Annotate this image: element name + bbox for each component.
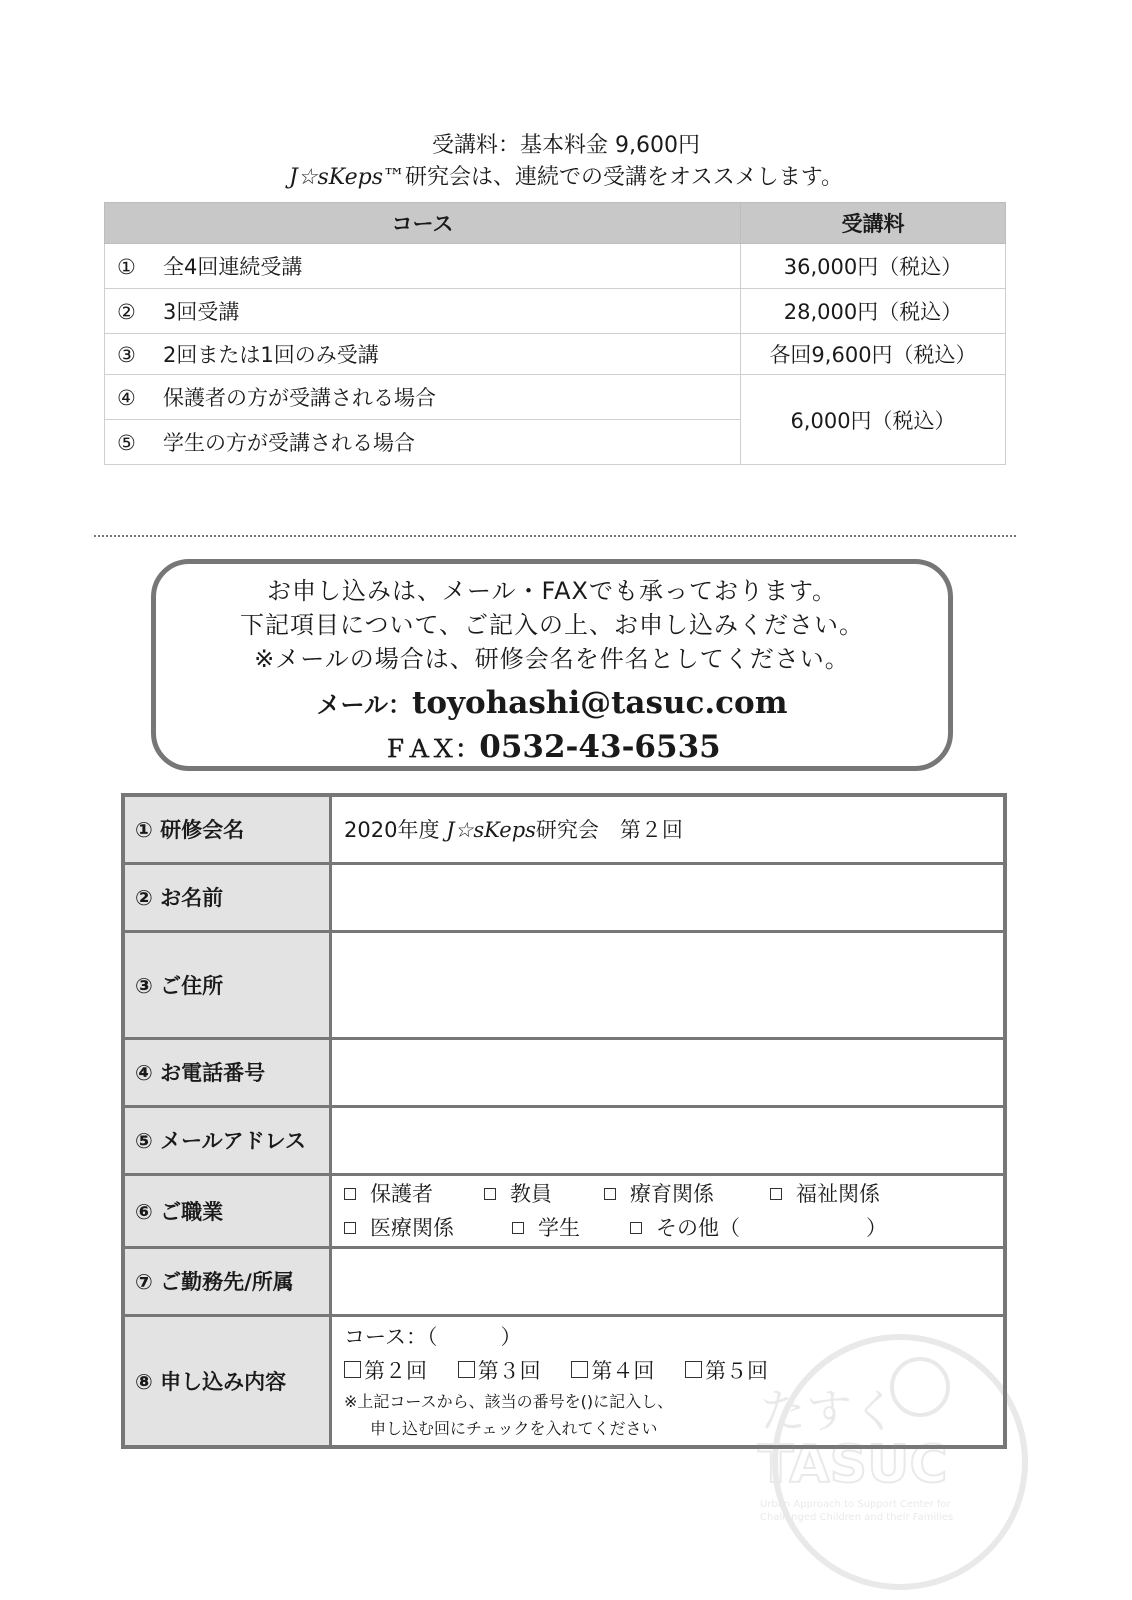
cut-line-divider — [94, 535, 1016, 537]
form-row-email — [123, 1106, 1005, 1174]
brand-name: J☆sKeps™ — [288, 165, 406, 190]
checkbox-icon[interactable] — [344, 1222, 356, 1234]
name-field[interactable] — [331, 863, 1006, 931]
table-row — [105, 289, 1006, 334]
checkbox-icon[interactable] — [630, 1222, 642, 1234]
mail-label: メール： — [316, 691, 413, 719]
course-name: 学生の方が受講される場合 — [163, 431, 415, 455]
checkbox-icon[interactable] — [512, 1222, 524, 1234]
checkbox-icon[interactable] — [770, 1188, 782, 1200]
row-number: ① — [117, 255, 136, 279]
form-row-phone — [123, 1038, 1005, 1106]
option-label: 保護者 — [370, 1181, 433, 1206]
form-row-address — [123, 931, 1005, 1038]
session-option[interactable]: 第３回 — [458, 1359, 541, 1383]
notice-box — [151, 559, 953, 771]
application-note-2: 申し込む回にチェックを入れてください — [370, 1418, 658, 1438]
session-option[interactable]: 第５回 — [685, 1359, 768, 1383]
session-option[interactable]: 第２回 — [344, 1359, 427, 1383]
course-price: 36,000円（税込） — [741, 244, 1006, 289]
phone-field[interactable] — [331, 1038, 1006, 1106]
course-price: 28,000円（税込） — [741, 289, 1006, 334]
checkbox-icon[interactable] — [344, 1361, 361, 1378]
tasuc-watermark-logo — [740, 1322, 1040, 1592]
notice-line-3: ※メールの場合は、研修会名を件名としてください。 — [254, 645, 850, 673]
occupation-option[interactable] — [484, 1177, 604, 1211]
fee-table — [104, 202, 1006, 465]
smiley-icon — [892, 1359, 948, 1415]
address-label: ③ ご住所 — [123, 931, 331, 1038]
fax-label: ＦＡＸ： — [383, 735, 480, 763]
occupation-option[interactable] — [344, 1177, 484, 1211]
form-row-seminar — [123, 795, 1005, 863]
course-name: 全4回連続受講 — [163, 255, 303, 279]
occupation-option[interactable] — [512, 1211, 630, 1245]
form-row-workplace — [123, 1247, 1005, 1315]
workplace-field[interactable] — [331, 1247, 1006, 1315]
option-label: 学生 — [538, 1215, 580, 1240]
course-input[interactable]: コース：（ ） — [344, 1324, 522, 1349]
occupation-options — [331, 1174, 1006, 1247]
occupation-option[interactable] — [344, 1211, 512, 1245]
row-number: ⑤ — [117, 431, 136, 455]
seminar-label: ① 研修会名 — [123, 795, 331, 863]
phone-label: ④ お電話番号 — [123, 1038, 331, 1106]
occupation-option[interactable] — [630, 1211, 887, 1245]
checkbox-icon[interactable] — [484, 1188, 496, 1200]
name-label: ② お名前 — [123, 863, 331, 931]
occupation-label: ⑥ ご職業 — [123, 1174, 331, 1247]
checkbox-icon[interactable] — [604, 1188, 616, 1200]
address-field[interactable] — [331, 931, 1006, 1038]
checkbox-icon[interactable] — [685, 1361, 702, 1378]
course-name: 2回または1回のみ受講 — [163, 343, 379, 367]
seminar-brand: J☆sKeps — [446, 818, 536, 843]
email-label: ⑤ メールアドレス — [123, 1106, 331, 1174]
fee-table-header — [105, 203, 1006, 244]
logo-tagline-1: Urban Approach to Support Center for — [760, 1499, 951, 1510]
option-label: 療育関係 — [630, 1181, 714, 1206]
application-label: ⑧ 申し込み内容 — [123, 1315, 331, 1447]
fee-line: 受講料：基本料金 9,600円 — [432, 133, 700, 158]
logo-tagline-2: Challenged Children and their Families — [760, 1512, 954, 1523]
occupation-option[interactable] — [770, 1177, 880, 1211]
logo-kana: たすく — [760, 1384, 898, 1438]
course-name: 保護者の方が受講される場合 — [163, 386, 436, 410]
form-row-name — [123, 863, 1005, 931]
recommend-line — [0, 160, 1132, 191]
fax-contact — [156, 726, 948, 770]
fax-number: 0532-43-6535 — [479, 729, 721, 765]
checkbox-icon[interactable] — [344, 1188, 356, 1200]
email-field[interactable] — [331, 1106, 1006, 1174]
notice-line-2: 下記項目について、ご記入の上、お申し込みください。 — [239, 611, 865, 639]
course-price: 各回9,600円（税込） — [741, 334, 1006, 375]
form-row-occupation — [123, 1174, 1005, 1247]
seminar-rest: 研究会 第２回 — [535, 818, 683, 843]
row-number: ④ — [117, 386, 136, 410]
option-label: その他（ ） — [656, 1215, 887, 1240]
checkbox-icon[interactable] — [571, 1361, 588, 1378]
row-number: ③ — [117, 343, 136, 367]
mail-address[interactable]: toyohashi@tasuc.com — [412, 685, 788, 721]
logo-latin: TASUC — [758, 1435, 948, 1495]
table-row — [105, 244, 1006, 289]
application-note-1: ※上記コースから、該当の番号を()に記入し、 — [344, 1391, 674, 1411]
course-price: 6,000円（税込） — [741, 375, 1006, 465]
workplace-label: ⑦ ご勤務先/所属 — [123, 1247, 331, 1315]
table-row — [105, 334, 1006, 375]
notice-line-1: お申し込みは、メール・FAXでも承っております。 — [266, 577, 838, 605]
occupation-option[interactable] — [604, 1177, 770, 1211]
table-row — [105, 375, 1006, 420]
col-fee: 受講料 — [741, 203, 1006, 244]
checkbox-icon[interactable] — [458, 1361, 475, 1378]
mail-contact — [156, 682, 948, 726]
col-course: コース — [105, 203, 741, 244]
seminar-year: 2020年度 — [344, 818, 447, 843]
course-name: 3回受講 — [163, 300, 240, 324]
recommend-text: 研究会は、連続での受講をオススメします。 — [405, 165, 844, 190]
option-label: 医療関係 — [370, 1215, 454, 1240]
option-label: 教員 — [510, 1181, 552, 1206]
seminar-name — [331, 795, 1006, 863]
session-option[interactable]: 第４回 — [571, 1359, 654, 1383]
row-number: ② — [117, 300, 136, 324]
option-label: 福祉関係 — [796, 1181, 880, 1206]
